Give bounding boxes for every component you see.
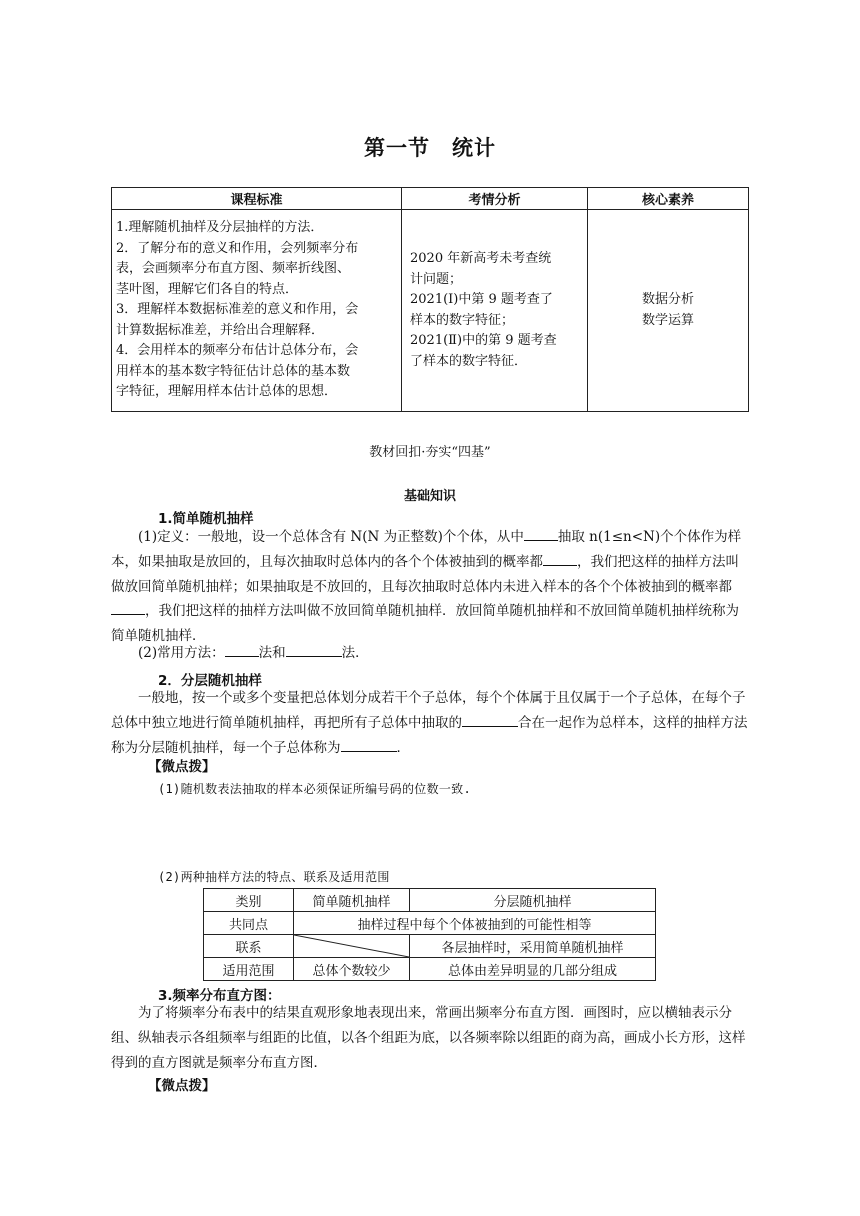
stratified-paragraph: [111, 686, 748, 760]
fill-blank: [524, 526, 558, 541]
analysis-line: 样本的数字特征；: [410, 312, 515, 328]
heading-simple-random-sampling: 1.简单随机抽样: [158, 511, 254, 527]
literacy-line: 数据分析: [641, 292, 694, 307]
fill-blank: [341, 737, 397, 752]
fill-blank: [286, 642, 342, 657]
cmp-row-label: 联系: [204, 935, 294, 958]
methods-text: (2)常用方法：: [138, 645, 225, 661]
header-analysis: 考情分析: [402, 188, 588, 210]
literacy-cell: [588, 210, 749, 412]
analysis-line: 计问题；: [410, 271, 463, 287]
tip-label-2: 【微点拨】: [148, 1078, 216, 1094]
cmp-row-label: 适用范围: [204, 958, 294, 981]
diagonal-empty-cell: [294, 935, 410, 958]
standard-line: 1.理解随机抽样及分层抽样的方法．: [116, 220, 324, 236]
literacy-line: 数学运算: [641, 312, 694, 328]
basic-knowledge-heading: 基础知识: [403, 489, 456, 504]
analysis-line: 2020 年新高考未考查统: [410, 251, 552, 266]
analysis-cell: [402, 210, 588, 412]
cmp-header: 分层随机抽样: [410, 889, 656, 912]
diagonal-line: [294, 935, 409, 957]
standard-line: 2．了解分布的意义和作用，会列频率分布: [116, 240, 359, 256]
methods-text: 法．: [341, 645, 369, 661]
standards-cell: [112, 210, 402, 412]
fill-blank: [111, 600, 145, 615]
stratified-text: ．: [396, 739, 410, 756]
curriculum-table: [111, 187, 749, 412]
definition-text: ，我们把这样的抽样方法叫做不放回简单随机抽样．放回简单随机抽样和不放回简单随机抽样统称为简单随机抽样．: [111, 603, 739, 645]
definition-text: (1)定义：一般地，设一个总体含有 N(N 为正整数)个个体，从中: [138, 529, 524, 545]
cmp-cell: 各层抽样时，采用简单随机抽样: [410, 935, 656, 958]
standard-line: 用样本的基本数字特征估计总体的基本数: [116, 363, 351, 379]
fill-blank: [543, 551, 577, 566]
tip-2: (2)两种抽样方法的特点、联系及适用范围: [158, 870, 390, 884]
fill-blank: [462, 712, 518, 727]
analysis-line: 了样本的数字特征．: [410, 353, 528, 369]
standard-line: 字特征，理解用样本估计总体的思想．: [116, 384, 338, 400]
tip-1: (1)随机数表法抽取的样本必须保证所编号码的位数一致.: [158, 782, 472, 796]
cmp-header: 简单随机抽样: [294, 889, 410, 912]
comparison-table: [203, 888, 656, 981]
standard-line: 茎叶图，理解它们各自的特点．: [116, 281, 299, 297]
standard-line: 表，会画频率分布直方图、频率折线图、: [116, 261, 351, 277]
methods-text: 法和: [258, 645, 286, 661]
cmp-cell: 总体个数较少: [294, 958, 410, 981]
heading-histogram: 3.频率分布直方图：: [158, 988, 281, 1004]
analysis-line: 2021(Ⅰ)中第 9 题考查了: [410, 292, 553, 307]
heading-stratified-sampling: 2．分层随机抽样: [158, 673, 262, 689]
cmp-row-label: 共同点: [204, 912, 294, 935]
fill-blank: [225, 642, 259, 657]
definition-text: ，我们把这样的抽样方法叫做放回简单随机抽样；如果抽取是不放回的，且每次抽取时总体内未进入样本的各个个体被抽到的概率都: [111, 553, 739, 595]
tip-label: 【微点拨】: [148, 759, 216, 775]
page-title: 第一节 统计: [364, 136, 496, 160]
standard-line: 4．会用样本的频率分布估计总体分布，会: [116, 343, 359, 359]
standard-line: 计算数据标准差，并给出合理解释．: [116, 322, 325, 338]
definition-text: 抽取 n(1≤n<N)个个体作为样本，如果抽取是放回的，且每次抽取时总体内的各个个体被抽到的概率都: [111, 529, 742, 570]
cmp-header: 类别: [204, 889, 294, 912]
header-standards: 课程标准: [112, 188, 402, 210]
definition-paragraph: [111, 525, 748, 649]
cmp-cell: 抽样过程中每个个体被抽到的可能性相等: [294, 912, 656, 935]
stratified-text: 合在一起作为总样本，这样的抽样方法称为分层随机抽样，每一个子总体称为: [111, 714, 748, 756]
analysis-line: 2021(Ⅱ)中的第 9 题考查: [410, 333, 557, 348]
section-title: 教材回扣·夯实“四基”: [369, 445, 491, 460]
cmp-cell: 总体由差异明显的几部分组成: [410, 958, 656, 981]
stratified-text: 一般地，按一个或多个变量把总体划分成若干个子总体，每个个体属于且仅属于一个子总体，在每个子总体中独立地进行简单随机抽样，再把所有子总体中抽取的: [111, 690, 746, 731]
header-literacy: 核心素养: [588, 188, 749, 210]
standard-line: 3．理解样本数据标准差的意义和作用，会: [116, 302, 359, 318]
histogram-paragraph: 为了将频率分布表中的结果直观形象地表现出来，常画出频率分布直方图．画图时，应以横轴表示分组、纵轴表示各组频率与组距的比值，以各个组距为底，以各频率除以组距的商为高，画成小长方形，这样得到的直方图就是频率分布直方图．: [111, 1005, 746, 1071]
common-methods-paragraph: [111, 641, 748, 666]
